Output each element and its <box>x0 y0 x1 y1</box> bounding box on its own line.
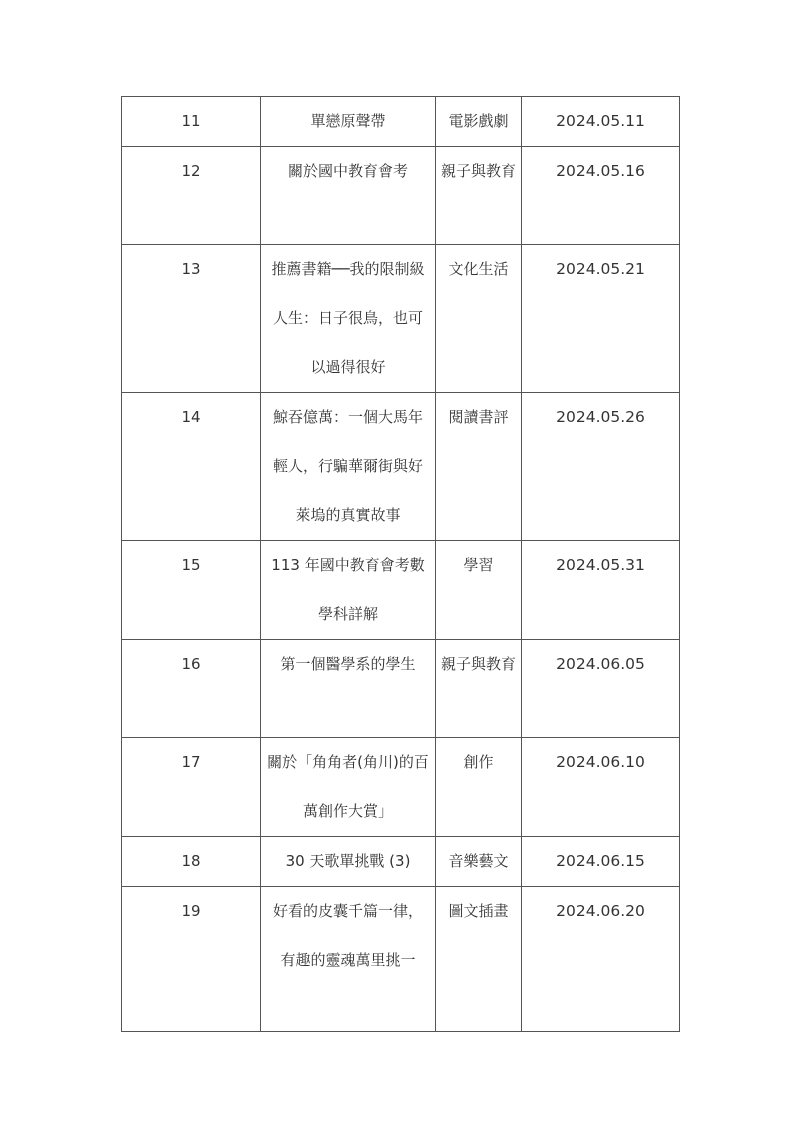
row-number: 12 <box>122 147 261 245</box>
table-row <box>122 837 680 887</box>
article-date: 2024.05.31 <box>522 541 680 640</box>
article-title: 推薦書籍──我的限制級人生：日子很鳥，也可以過得很好 <box>261 245 436 393</box>
article-date: 2024.06.20 <box>522 887 680 1032</box>
article-title: 關於「角角者(角川)的百萬創作大賞」 <box>261 738 436 837</box>
article-date: 2024.05.16 <box>522 147 680 245</box>
article-date: 2024.05.26 <box>522 393 680 541</box>
table-row <box>122 245 680 393</box>
article-title: 113 年國中教育會考數學科詳解 <box>261 541 436 640</box>
row-number: 17 <box>122 738 261 837</box>
article-title: 第一個醫學系的學生 <box>261 640 436 738</box>
row-number: 18 <box>122 837 261 887</box>
table-row <box>122 97 680 147</box>
article-title: 鯨吞億萬：一個大馬年輕人，行騙華爾街與好萊塢的真實故事 <box>261 393 436 541</box>
article-category: 閱讀書評 <box>436 393 522 541</box>
article-date: 2024.05.11 <box>522 97 680 147</box>
row-number: 15 <box>122 541 261 640</box>
article-category: 親子與教育 <box>436 640 522 738</box>
table-row <box>122 640 680 738</box>
row-number: 13 <box>122 245 261 393</box>
row-number: 11 <box>122 97 261 147</box>
article-category: 親子與教育 <box>436 147 522 245</box>
article-title: 好看的皮囊千篇一律，有趣的靈魂萬里挑一 <box>261 887 436 1032</box>
row-number: 19 <box>122 887 261 1032</box>
article-category: 學習 <box>436 541 522 640</box>
table-row <box>122 393 680 541</box>
article-title: 單戀原聲帶 <box>261 97 436 147</box>
table-row <box>122 541 680 640</box>
article-title: 30 天歌單挑戰 (3) <box>261 837 436 887</box>
row-number: 14 <box>122 393 261 541</box>
article-date: 2024.05.21 <box>522 245 680 393</box>
table-row <box>122 147 680 245</box>
article-date: 2024.06.05 <box>522 640 680 738</box>
article-category: 音樂藝文 <box>436 837 522 887</box>
row-number: 16 <box>122 640 261 738</box>
article-category: 文化生活 <box>436 245 522 393</box>
article-category: 創作 <box>436 738 522 837</box>
article-date: 2024.06.10 <box>522 738 680 837</box>
article-table <box>121 96 680 1032</box>
article-date: 2024.06.15 <box>522 837 680 887</box>
table-row <box>122 738 680 837</box>
article-title: 關於國中教育會考 <box>261 147 436 245</box>
article-category: 電影戲劇 <box>436 97 522 147</box>
article-category: 圖文插畫 <box>436 887 522 1032</box>
table-row <box>122 887 680 1032</box>
